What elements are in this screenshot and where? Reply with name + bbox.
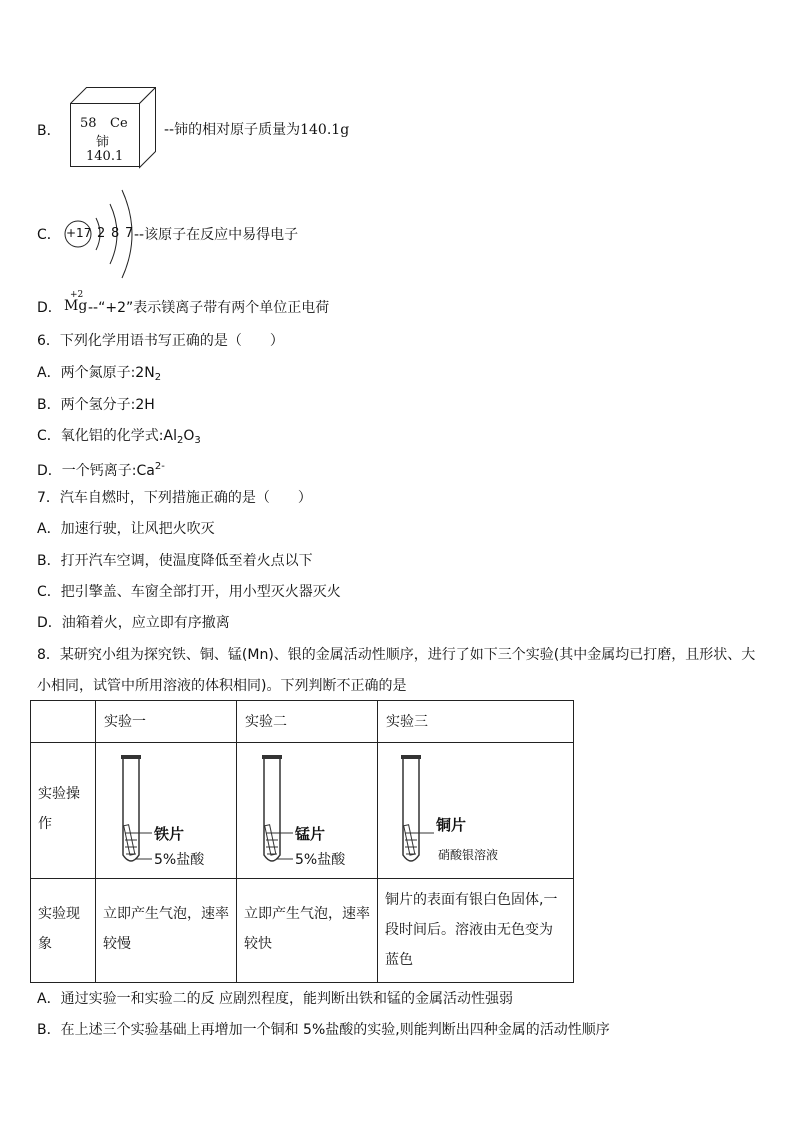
table-row-operation — [31, 743, 574, 879]
label-operation: 实验操作 — [31, 743, 96, 879]
q7-option-a: A．加速行驶，让风把火吹灭 — [37, 521, 215, 537]
header-exp1: 实验一 — [96, 701, 237, 743]
experiment-table — [30, 700, 574, 983]
valence-mark: +2 — [70, 290, 84, 300]
q8-option-b: B．在上述三个实验基础上再增加一个铜和 5%盐酸的实验,则能判断出四种金属的活动性顺序 — [37, 1022, 610, 1038]
q8-option-a: A．通过实验一和实验二的反 应剧烈程度，能判断出铁和锰的金属活动性强弱 — [37, 991, 514, 1007]
shell-electrons-1: 2 — [97, 226, 106, 241]
cube-front-face — [70, 103, 140, 167]
phenomenon-exp1: 立即产生气泡，速率较慢 — [96, 879, 237, 983]
option-c-letter: C． — [37, 227, 61, 243]
q7-stem: 7．汽车自燃时，下列措施正确的是（ ） — [37, 490, 312, 506]
option-b-letter: B． — [37, 123, 61, 139]
tube-cell-1 — [96, 743, 237, 879]
option-c-text: --该原子在反应中易得电子 — [134, 227, 299, 243]
tube-2-solution: 5%盐酸 — [295, 852, 346, 868]
q7-option-d: D．油箱着火，应立即有序撤离 — [37, 615, 230, 631]
q6-option-c: C．氧化铝的化学式$:Al_2O_3$ — [37, 428, 201, 446]
tube-2-metal: 锰片 — [295, 825, 326, 843]
shell-electrons-3: 7 — [125, 226, 134, 241]
q6-option-a: A．两个氮原子$:2N_2$ — [37, 365, 162, 383]
atomic-mass: 140.1 — [86, 149, 124, 164]
q7-option-c: C．把引擎盖、车窗全部打开，用小型灭火器灭火 — [37, 584, 341, 600]
header-exp3: 实验三 — [378, 701, 574, 743]
nucleus-charge: +17 — [66, 226, 92, 240]
tube-3-metal: 铜片 — [436, 816, 467, 834]
atomic-number: 58 — [80, 116, 97, 131]
option-d-text: --“+2”表示镁离子带有两个单位正电荷 — [88, 300, 330, 316]
option-d-letter: D． — [37, 300, 62, 316]
element-cell-cerium — [70, 87, 156, 169]
tube-cell-2 — [237, 743, 378, 879]
q6-stem: 6．下列化学用语书写正确的是（ ） — [37, 333, 284, 349]
tube-cell-3 — [378, 743, 574, 879]
header-exp2: 实验二 — [237, 701, 378, 743]
q6-option-b: B．两个氢分子:2H — [37, 397, 155, 413]
option-b-text: --铈的相对原子质量为140.1g — [164, 122, 350, 138]
phenomenon-exp3: 铜片的表面有银白色固体,一段时间后。溶液由无色变为蓝色 — [378, 879, 574, 983]
element-symbol: Ce — [110, 116, 128, 131]
table-row-phenomenon — [31, 879, 574, 983]
q8-stem-line1: 8．某研究小组为探究铁、铜、锰(Mn)、银的金属活动性顺序，进行了如下三个实验(其中金属均已打磨，且形状、大 — [37, 647, 756, 663]
q8-stem-line2: 小相同，试管中所用溶液的体积相同)。下列判断不正确的是 — [37, 678, 407, 694]
element-name: 铈 — [96, 135, 110, 150]
label-phenomenon: 实验现象 — [31, 879, 96, 983]
q7-option-b: B．打开汽车空调，使温度降低至着火点以下 — [37, 553, 313, 569]
q6-option-d: D．一个钙离子$:Ca^{2-}$ — [37, 461, 165, 479]
magnesium-symbol: Mg — [64, 298, 88, 314]
tube-1-solution: 5%盐酸 — [154, 852, 205, 868]
shell-electrons-2: 8 — [111, 226, 120, 241]
table-header-row — [31, 701, 574, 743]
tube-3-solution: 硝酸银溶液 — [438, 848, 499, 862]
phenomenon-exp2: 立即产生气泡，速率较快 — [237, 879, 378, 983]
header-empty — [31, 701, 96, 743]
tube-1-metal: 铁片 — [154, 825, 185, 843]
